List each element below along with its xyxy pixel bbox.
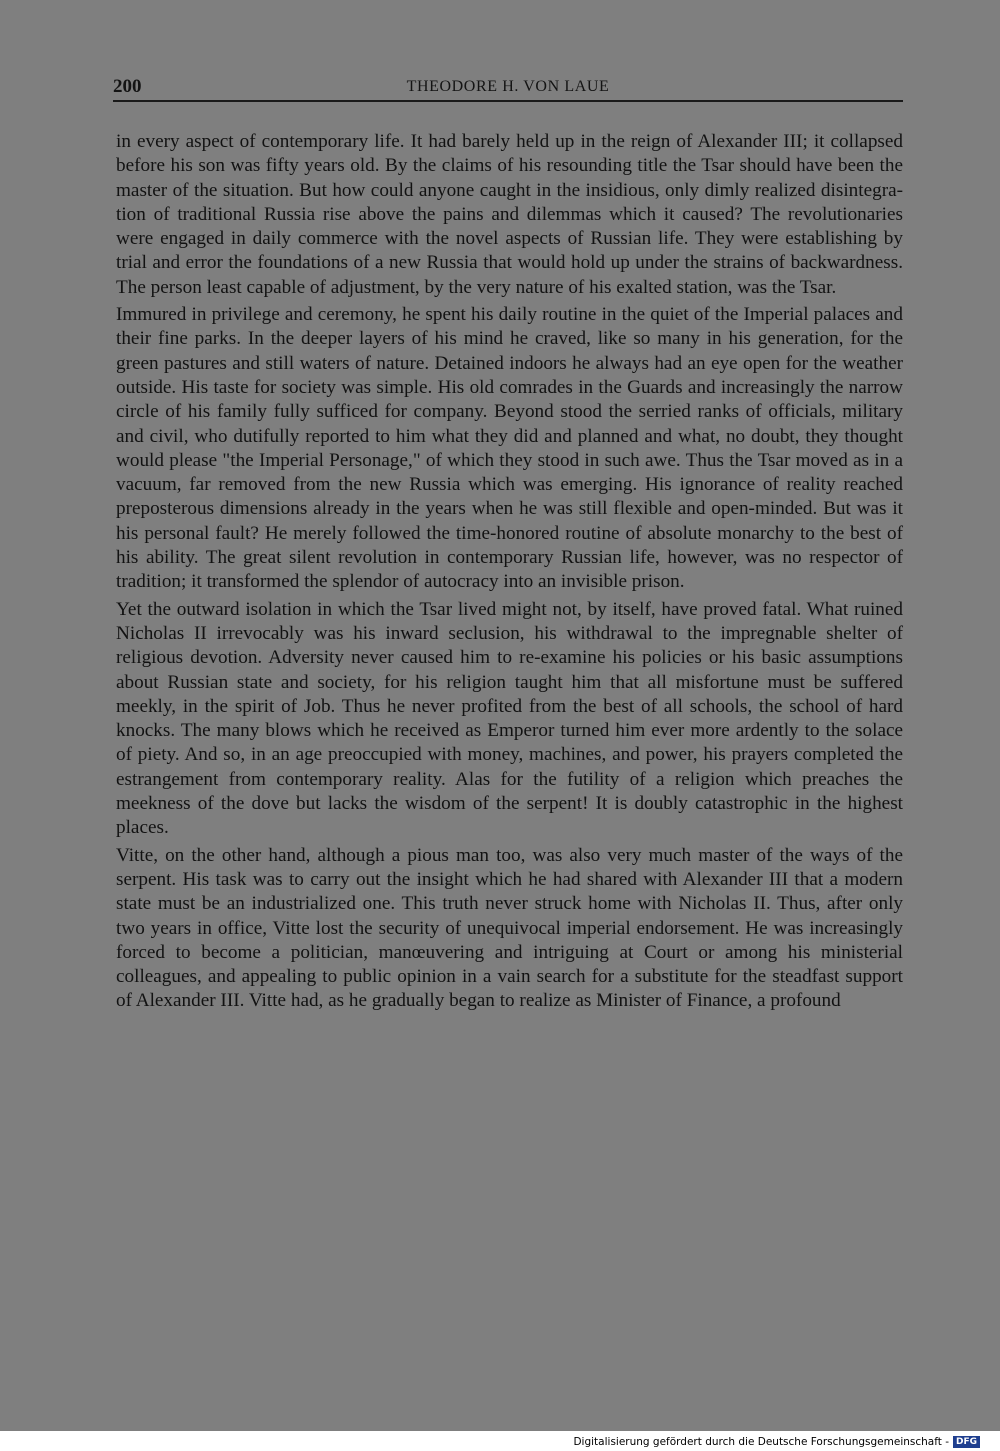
header-rule (113, 100, 903, 102)
paragraph-1: in every aspect of contemporary life. It had barely held up in the reign of Alexander III; it collapsed before his son was fifty years old. By the claims of his resounding title the Tsar should have been the master of the situation. But how could anyone caught in the insidious, only dimly realized disintegration of traditional Russia rise above the pains and dilemmas which it caused? The revolutionaries were engaged in daily commerce with the novel aspects of Russian life. They were establishing by trial and error the foundations of a new Russia that would hold up under the strains of backwardness. The person least capable of adjustment, by the very nature of his exalted station, was the Tsar. (116, 131, 903, 298)
dfg-logo: DFG (953, 1436, 980, 1448)
page-number: 200 (113, 76, 142, 97)
running-head: THEODORE H. VON LAUE (406, 78, 610, 95)
paragraph-2: Immured in privilege and ceremony, he spent his daily routine in the quiet of the Imperial palaces and their fine parks. In the deeper layers of his mind he craved, like so many in his generation, for the green pastures and still waters of nature. Detained indoors he always had an eye open for the weather outside. His taste for society was simple. His old comrades in the Guards and increasingly the narrow circle of his family fully sufficed for company. Beyond stood the serried ranks of officials, military and civil, who dutifully reported to him what they did and planned and what, no doubt, they thought would please "the Imperial Personage," of which they stood in such awe. Thus the Tsar moved as in a vacuum, far removed from the new Russia which was emerging. His ignorance of reality reached preposterous dimensions already in the years when he was still flexible and open-minded. But was it his personal fault? He merely followed the time-honored routine of absolute monarchy to the best of his ability. The great silent revolution in contemporary Russian life, however, was no respector of tradition; it transformed the splendor of autocracy into an invisible prison. (116, 304, 903, 593)
body-text (116, 130, 903, 1017)
digitization-footer (573, 1434, 980, 1450)
paragraph-3: Yet the outward isolation in which the Tsar lived might not, by itself, have proved fatal. What ruined Nicholas II irrevocably was his inward seclusion, his withdrawal to the impregnable shelter of religious devotion. Adversity never caused him to re-examine his policies or his basic assumptions about Russian state and society, for his religion taught him that all misfortune must be suffered meekly, in the spirit of Job. Thus he never profited from the best of all schools, the school of hard knocks. The many blows which he received as Emperor turned him ever more ardently to the solace of piety. And so, in an age preoccupied with money, machines, and power, his prayers completed the estrangement from contemporary reality. Alas for the futility of a religion which preaches the meekness of the dove but lacks the wisdom of the serpent! It is doubly catastrophic in the highest places. (116, 598, 903, 839)
footer-credit: Digitalisierung gefördert durch die Deutsche Forschungsgemeinschaft - (573, 1436, 949, 1448)
paragraph-4: Vitte, on the other hand, although a pious man too, was also very much master of the ways of the serpent. His task was to carry out the insight which he had shared with Alexander III that a modern state must be an industrialized one. This truth never struck home with Nicholas II. Thus, after only two years in office, Vitte lost the security of unequivocal imperial endorsement. He was increasingly forced to become a politician, manœuvering and intriguing at Court or among his ministerial colleagues, and appealing to public opinion in a vain search for a substitute for the steadfast support of Alexander III. Vitte had, as he gradually began to realize as Minister of Finance, a profound (116, 844, 903, 1012)
page-header (113, 76, 903, 100)
